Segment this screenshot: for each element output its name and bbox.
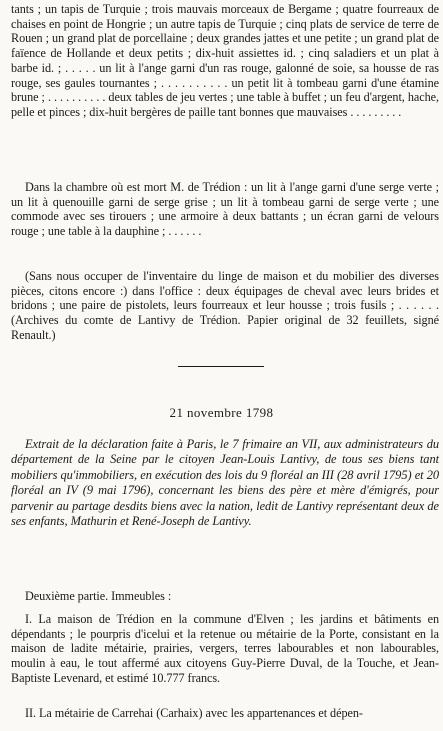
section-divider bbox=[178, 366, 264, 367]
inventory-paragraph-chambre bbox=[11, 180, 439, 239]
paragraph-text: Dans la chambre où est mort M. de Trédion : un lit à l'ange garni d'une serge verte ; un lit à quenouille garni de serge grise ; un lit à tombeau garni de serge verte ; une commode avec ses tirouers ; une armoire à deux battants ; un écran garni de velours rouge ; une table à la dauphine ; . . . . . . bbox=[11, 180, 439, 239]
paragraph-text: II. La métairie de Carrehai (Carhaix) avec les appartenances et dépen- bbox=[25, 706, 363, 720]
paragraph-text: Extrait de la déclaration faite à Paris, le 7 frimaire an VII, aux administrateurs du département de la Seine par le citoyen Jean-Louis Lantivy, de tous ses biens tant mobiliers qu'immobiliers, en exécution des lois du 9 floréal an III (28 avril 1795) et 20 floréal an IV (9 mai 1796), concernant les biens des père et mère d'émigrés, pour parvenir au partage desdits biens avec la nation, ledit de Lantivy représentant deux de ses enfants, Mathurin et René-Joseph de Lantivy. bbox=[11, 437, 439, 529]
property-item-2 bbox=[11, 706, 439, 721]
inventory-paragraph-office bbox=[11, 269, 439, 343]
property-item-1 bbox=[11, 612, 439, 686]
paragraph-text: I. La maison de Trédion en la commune d'Elven ; les jardins et bâtiments en dépendants ; le pourpris d'icelui et la retenue ou métairie de la Porte, consistant en la maison de ladite métairie, prairies, vergers, terres labourables et non labourables, moulin à eau, le tout affermé aux citoyens Guy-Pierre Duval, de la Touche, et Jean-Baptiste Levenard, et estimé 10.777 francs. bbox=[11, 612, 439, 685]
paragraph-text: Deuxième partie. Immeubles : bbox=[25, 589, 172, 603]
part-heading bbox=[11, 589, 439, 604]
paragraph-text: (Sans nous occuper de l'inventaire du linge de maison et du mobilier des diverses pièces, citons encore :) dans l'office : deux équipages de cheval avec leurs brides et bridons ; une paire de pistolets, leurs fourreaux et leur housse ; trois fusils ; . . . . . . (Archives du comte de Lantivy de Trédion. Papier original de 32 feuillets, signé Renault.) bbox=[11, 269, 439, 342]
paragraph-text: tants ; un tapis de Turquie ; trois mauvais morceaux de Bergame ; quatre fourreaux de chaises en point de Hongrie ; un autre tapis de Turquie ; cinq plats de service de terre de Rouen ; un grand plat de porcellaine ; deux grandes jattes et une petite ; un grand plat de faïence de Hollande et deux petits ; dix-huit assiettes id. ; cinq saladiers et un plat à barbe id. ; . . . . . un lit à l'ange garni d'un ras rouge, galonné de soie, sa housse de ras rouge, ses gaules tournantes ; . . . . . . . . . . un petit lit à tombeau garni d'une étamine brune ; . . . . . . . . . . deux tables de jeu vertes ; une table à buffet ; un feu d'argent, hache, pelle et pinces ; dix-huit bergères de paille tant bonnes que mauvaises . . . . . . . . . bbox=[11, 2, 439, 119]
section-date: 21 novembre 1798 bbox=[169, 405, 274, 420]
declaration-extract bbox=[11, 437, 439, 529]
inventory-paragraph-salon bbox=[11, 2, 439, 120]
